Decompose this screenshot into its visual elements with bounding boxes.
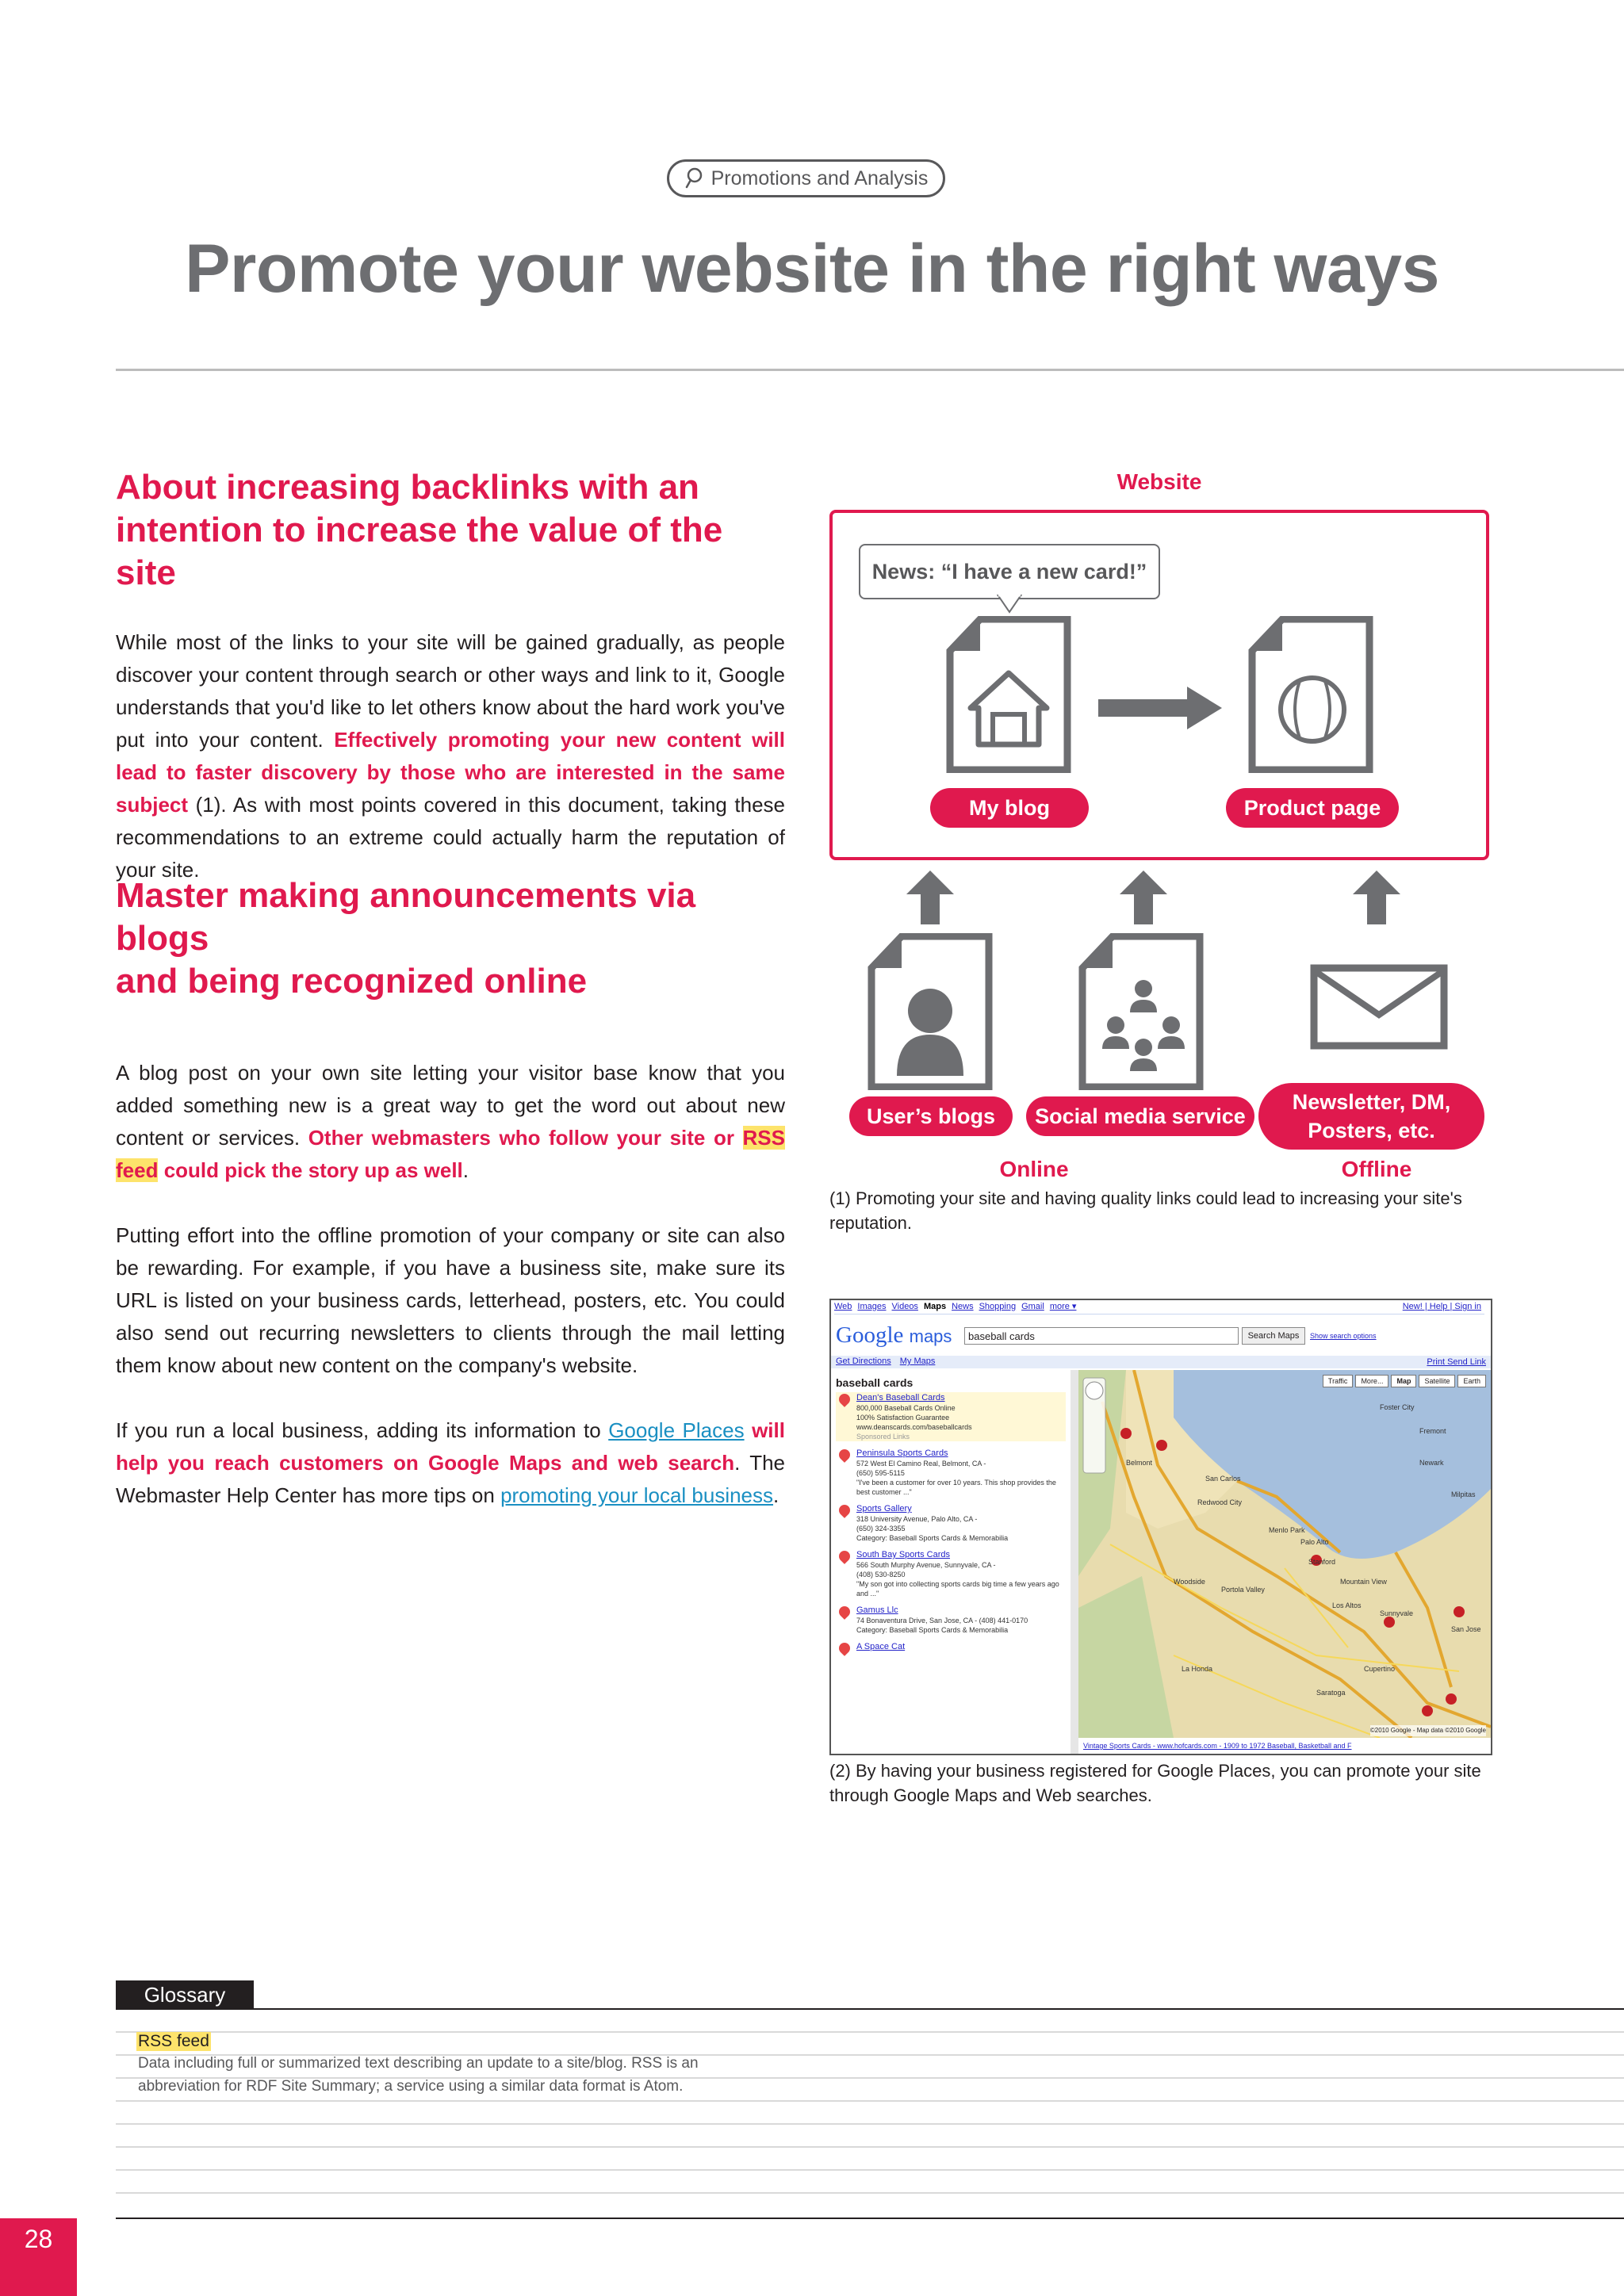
result-detail: www.deanscards.com/baseballcards (856, 1423, 972, 1431)
search-maps-button[interactable]: Search Maps (1242, 1327, 1305, 1345)
newsletter-label-line: Posters, etc. (1308, 1119, 1435, 1142)
result-detail: 318 University Avenue, Palo Alto, CA - (856, 1515, 978, 1523)
body-text: While most of the links to your site will be gained gradually, as people discover your content through search or other ways and link to it, Google understands that you'd like to let others know about the hard work you've put into your content. (116, 630, 785, 752)
map-type-button[interactable]: Earth (1457, 1375, 1486, 1387)
body-text: . The Webmaster Help Center has more tips on (116, 1451, 785, 1507)
topnav-link[interactable]: Shopping (979, 1302, 1017, 1311)
map-place-label: Sunnyvale (1380, 1609, 1414, 1617)
logo-google-text: Google (836, 1322, 904, 1348)
glossary-bottom-rule (116, 2218, 1624, 2219)
google-maps-logo (836, 1322, 952, 1349)
map-type-button[interactable]: Map (1391, 1375, 1416, 1387)
page-number: 28 (0, 2218, 77, 2296)
map-place-label: Palo Alto (1300, 1538, 1329, 1546)
emphasis-text: Other webmasters who follow your site or (308, 1126, 743, 1150)
result-detail: 572 West El Camino Real, Belmont, CA - (856, 1460, 986, 1468)
category-badge (667, 159, 945, 197)
result-detail: (650) 324-3355 (856, 1525, 906, 1533)
map-place-label: Foster City (1380, 1403, 1415, 1411)
glossary-line (116, 2169, 1624, 2171)
result-item[interactable] (836, 1448, 1066, 1497)
map-place-label: Los Altos (1332, 1601, 1362, 1609)
glossary-line (116, 2031, 1624, 2033)
map-type-button[interactable]: Traffic (1323, 1375, 1354, 1387)
offline-label: Offline (1341, 1157, 1412, 1181)
paragraph-blog-post (116, 1057, 785, 1187)
account-links[interactable]: New! | Help | Sign in (1402, 1302, 1481, 1311)
section-backlinks (116, 466, 785, 886)
map-place-label: San Carlos (1205, 1475, 1241, 1483)
result-name-link[interactable]: South Bay Sports Cards (856, 1550, 951, 1559)
my-blog-label: My blog (930, 788, 1089, 828)
glossary-rule (116, 2008, 1624, 2010)
glossary-line (116, 2123, 1624, 2125)
google-topnav (834, 1301, 1484, 1314)
search-icon (684, 166, 705, 190)
paragraph-offline-promotion: Putting effort into the offline promotion of your company or site can also be rewarding. For example, if you have a business site, make sure its URL is listed on your business cards, letterhead, posters, etc. You could also send out recurring newsletters to clients through the mail letting them know about new content on the company's website. (116, 1223, 785, 1377)
glossary-definition-line: Data including full or summarized text describing an update to a site/blog. RSS is an (138, 2055, 699, 2072)
map-pin-icon (837, 1447, 852, 1463)
body-text: A blog post on your own site letting your visitor base know that you added something new is a great way to get the word out about new content or services. (116, 1061, 785, 1150)
local-business-link[interactable]: promoting your local business (500, 1483, 774, 1507)
topnav-link[interactable]: Videos (891, 1302, 918, 1311)
result-detail: 74 Bonaventura Drive, San Jose, CA - (408) 441-0170 (856, 1617, 1028, 1624)
blog-document-icon (945, 616, 1072, 773)
google-places-link[interactable]: Google Places (608, 1418, 745, 1442)
map-place-label: Stanford (1308, 1558, 1336, 1566)
results-scrollbar[interactable] (1071, 1370, 1078, 1754)
result-detail: (650) 595-5115 (856, 1469, 905, 1477)
section-heading-announcements (116, 874, 785, 1003)
topnav-link[interactable]: Maps (923, 1302, 947, 1311)
body-text: (1). As with most points covered in this document, taking these recommendations to an extreme could actually harm the reputation of your site. (116, 793, 785, 882)
map-place-label: Belmont (1126, 1459, 1153, 1467)
result-name-link[interactable]: Dean's Baseball Cards (856, 1393, 945, 1402)
body-text: . (462, 1158, 469, 1182)
glossary-line (116, 2146, 1624, 2148)
product-document-icon (1247, 616, 1374, 773)
map-pin-icon (837, 1502, 852, 1518)
users-blogs-label: User’s blogs (849, 1096, 1013, 1136)
map-place-label: Milpitas (1451, 1490, 1476, 1498)
map-footer-ad (1078, 1738, 1491, 1754)
map-credit: ©2010 Google - Map data ©2010 Google (1370, 1725, 1486, 1736)
emphasis-text: will help you reach customers on Google Maps and web search (116, 1418, 785, 1475)
arrow-up-icon (1353, 871, 1400, 924)
results-heading: baseball cards (836, 1376, 914, 1389)
maps-subheader (831, 1356, 1491, 1368)
result-detail: "My son got into collecting sports cards big time a few years ago and ..." (856, 1580, 1059, 1598)
glossary-definition-line: abbreviation for RDF Site Summary; a service using a similar data format is Atom. (138, 2078, 684, 2095)
result-item[interactable] (836, 1605, 1066, 1635)
section-announcements (116, 874, 785, 1512)
category-badge-label: Promotions and Analysis (710, 166, 929, 189)
logo-maps-text: maps (909, 1326, 952, 1346)
map-type-buttons (1323, 1375, 1486, 1387)
arrow-right-icon (1098, 687, 1222, 729)
map-type-button[interactable]: More... (1355, 1375, 1388, 1387)
social-document-icon (1078, 933, 1205, 1090)
topnav-link[interactable]: Web (834, 1302, 852, 1311)
title-divider (116, 369, 1624, 371)
arrow-up-icon (906, 871, 954, 924)
sponsored-tag: Sponsored Links (856, 1433, 910, 1441)
product-page-label: Product page (1226, 788, 1399, 828)
news-speech-bubble: News: “I have a new card!” (859, 544, 1160, 599)
result-detail: (408) 530-8250 (856, 1571, 906, 1578)
speech-bubble-tail (996, 595, 1023, 614)
paragraph-local-business (116, 1414, 785, 1512)
newsletter-label (1258, 1083, 1484, 1150)
heading-line: About increasing backlinks with an (116, 468, 699, 507)
paragraph-backlinks (116, 626, 785, 886)
arrow-up-icon (1120, 871, 1167, 924)
users-blog-document-icon (867, 933, 994, 1090)
glossary-tab: Glossary (116, 1980, 254, 2009)
result-detail: 800,000 Baseball Cards Online (856, 1404, 956, 1412)
website-label: Website (1116, 469, 1202, 494)
body-text: If you run a local business, adding its information to (116, 1418, 609, 1442)
google-maps-screenshot (829, 1299, 1492, 1755)
map-area[interactable] (1078, 1370, 1491, 1738)
diagram-caption: (1) Promoting your site and having quality links could lead to increasing your site's reputation. (829, 1188, 1462, 1233)
glossary-line (116, 2192, 1624, 2194)
results-list (831, 1392, 1071, 1652)
topnav-link[interactable]: Images (857, 1302, 887, 1311)
page-title: Promote your website in the right ways (185, 231, 1439, 307)
my-maps-link[interactable]: My Maps (899, 1357, 936, 1366)
heading-line: Master making announcements via blogs (116, 876, 696, 958)
map-place-label: La Honda (1182, 1665, 1213, 1673)
newsletter-label-line: Newsletter, DM, (1292, 1090, 1451, 1114)
result-detail: 100% Satisfaction Guarantee (856, 1414, 950, 1422)
result-name-link[interactable]: A Space Cat (856, 1642, 906, 1651)
map-caption: (2) By having your business registered for Google Places, you can promote your site through Google Maps and Web searches. (829, 1761, 1481, 1805)
heading-line: and being recognized online (116, 962, 588, 1001)
social-media-label: Social media service (1026, 1096, 1254, 1136)
map-type-button[interactable]: Satellite (1419, 1375, 1455, 1387)
result-item[interactable] (836, 1392, 1066, 1441)
map-place-label: Mountain View (1340, 1578, 1387, 1586)
body-text: . (773, 1483, 779, 1507)
result-detail: Category: Baseball Sports Cards & Memorabilia (856, 1534, 1009, 1542)
topnav-links (834, 1302, 1082, 1311)
glossary-term-highlight: RSS feed (116, 1126, 785, 1182)
emphasis-text: could pick the story up as well (158, 1158, 463, 1182)
map-place-label: Fremont (1419, 1427, 1446, 1435)
map-pin-icon (837, 1548, 852, 1564)
online-label: Online (999, 1157, 1069, 1181)
get-directions-link[interactable]: Get Directions (836, 1357, 891, 1366)
result-item[interactable] (836, 1641, 1066, 1652)
map-place-label: Newark (1419, 1459, 1444, 1467)
mail-icon (1310, 964, 1448, 1050)
map-place-label: Menlo Park (1269, 1526, 1305, 1534)
map-place-label: Cupertino (1364, 1665, 1396, 1673)
topnav-link[interactable]: more ▾ (1049, 1302, 1077, 1311)
result-item[interactable] (836, 1503, 1066, 1543)
result-name-link[interactable]: Gamus Llc (856, 1605, 898, 1615)
result-detail: 566 South Murphy Avenue, Sunnyvale, CA - (856, 1561, 996, 1569)
results-panel (831, 1370, 1071, 1754)
emphasis-text: Effectively promoting your new content will lead to faster discovery by those who are interested in the same subject (116, 728, 785, 817)
result-item[interactable] (836, 1549, 1066, 1598)
result-name-link[interactable]: Peninsula Sports Cards (856, 1448, 948, 1458)
map-place-label: Saratoga (1316, 1689, 1346, 1697)
map-pin-icon (837, 1604, 852, 1620)
map-place-label: Portola Valley (1221, 1586, 1265, 1594)
map-place-label: Redwood City (1197, 1498, 1243, 1506)
result-detail: "I've been a customer for over 10 years. This shop provides the best customer ..." (856, 1479, 1056, 1496)
glossary-term: RSS feed (138, 2032, 209, 2050)
section-heading-backlinks (116, 466, 785, 595)
heading-line: intention to increase the value of the site (116, 511, 723, 592)
topnav-link[interactable]: News (952, 1302, 974, 1311)
search-options-link[interactable]: Show search options (1310, 1332, 1377, 1340)
glossary-line (116, 2100, 1624, 2102)
map-pin-icon (837, 1391, 852, 1407)
map-pin-icon (837, 1640, 852, 1656)
print-send-link[interactable]: Print Send Link (1427, 1357, 1486, 1367)
maps-search-input[interactable]: baseball cards (964, 1327, 1239, 1345)
topnav-link[interactable]: Gmail (1021, 1302, 1044, 1311)
map-place-label: Woodside (1174, 1578, 1205, 1586)
map-place-label: San Jose (1451, 1625, 1481, 1633)
vintage-sports-ad-link[interactable]: Vintage Sports Cards - www.hofcards.com - 1909 to 1972 Baseball, Basketball and F (1083, 1742, 1352, 1750)
result-name-link[interactable]: Sports Gallery (856, 1504, 912, 1513)
result-detail: Category: Baseball Sports Cards & Memorabilia (856, 1626, 1009, 1634)
